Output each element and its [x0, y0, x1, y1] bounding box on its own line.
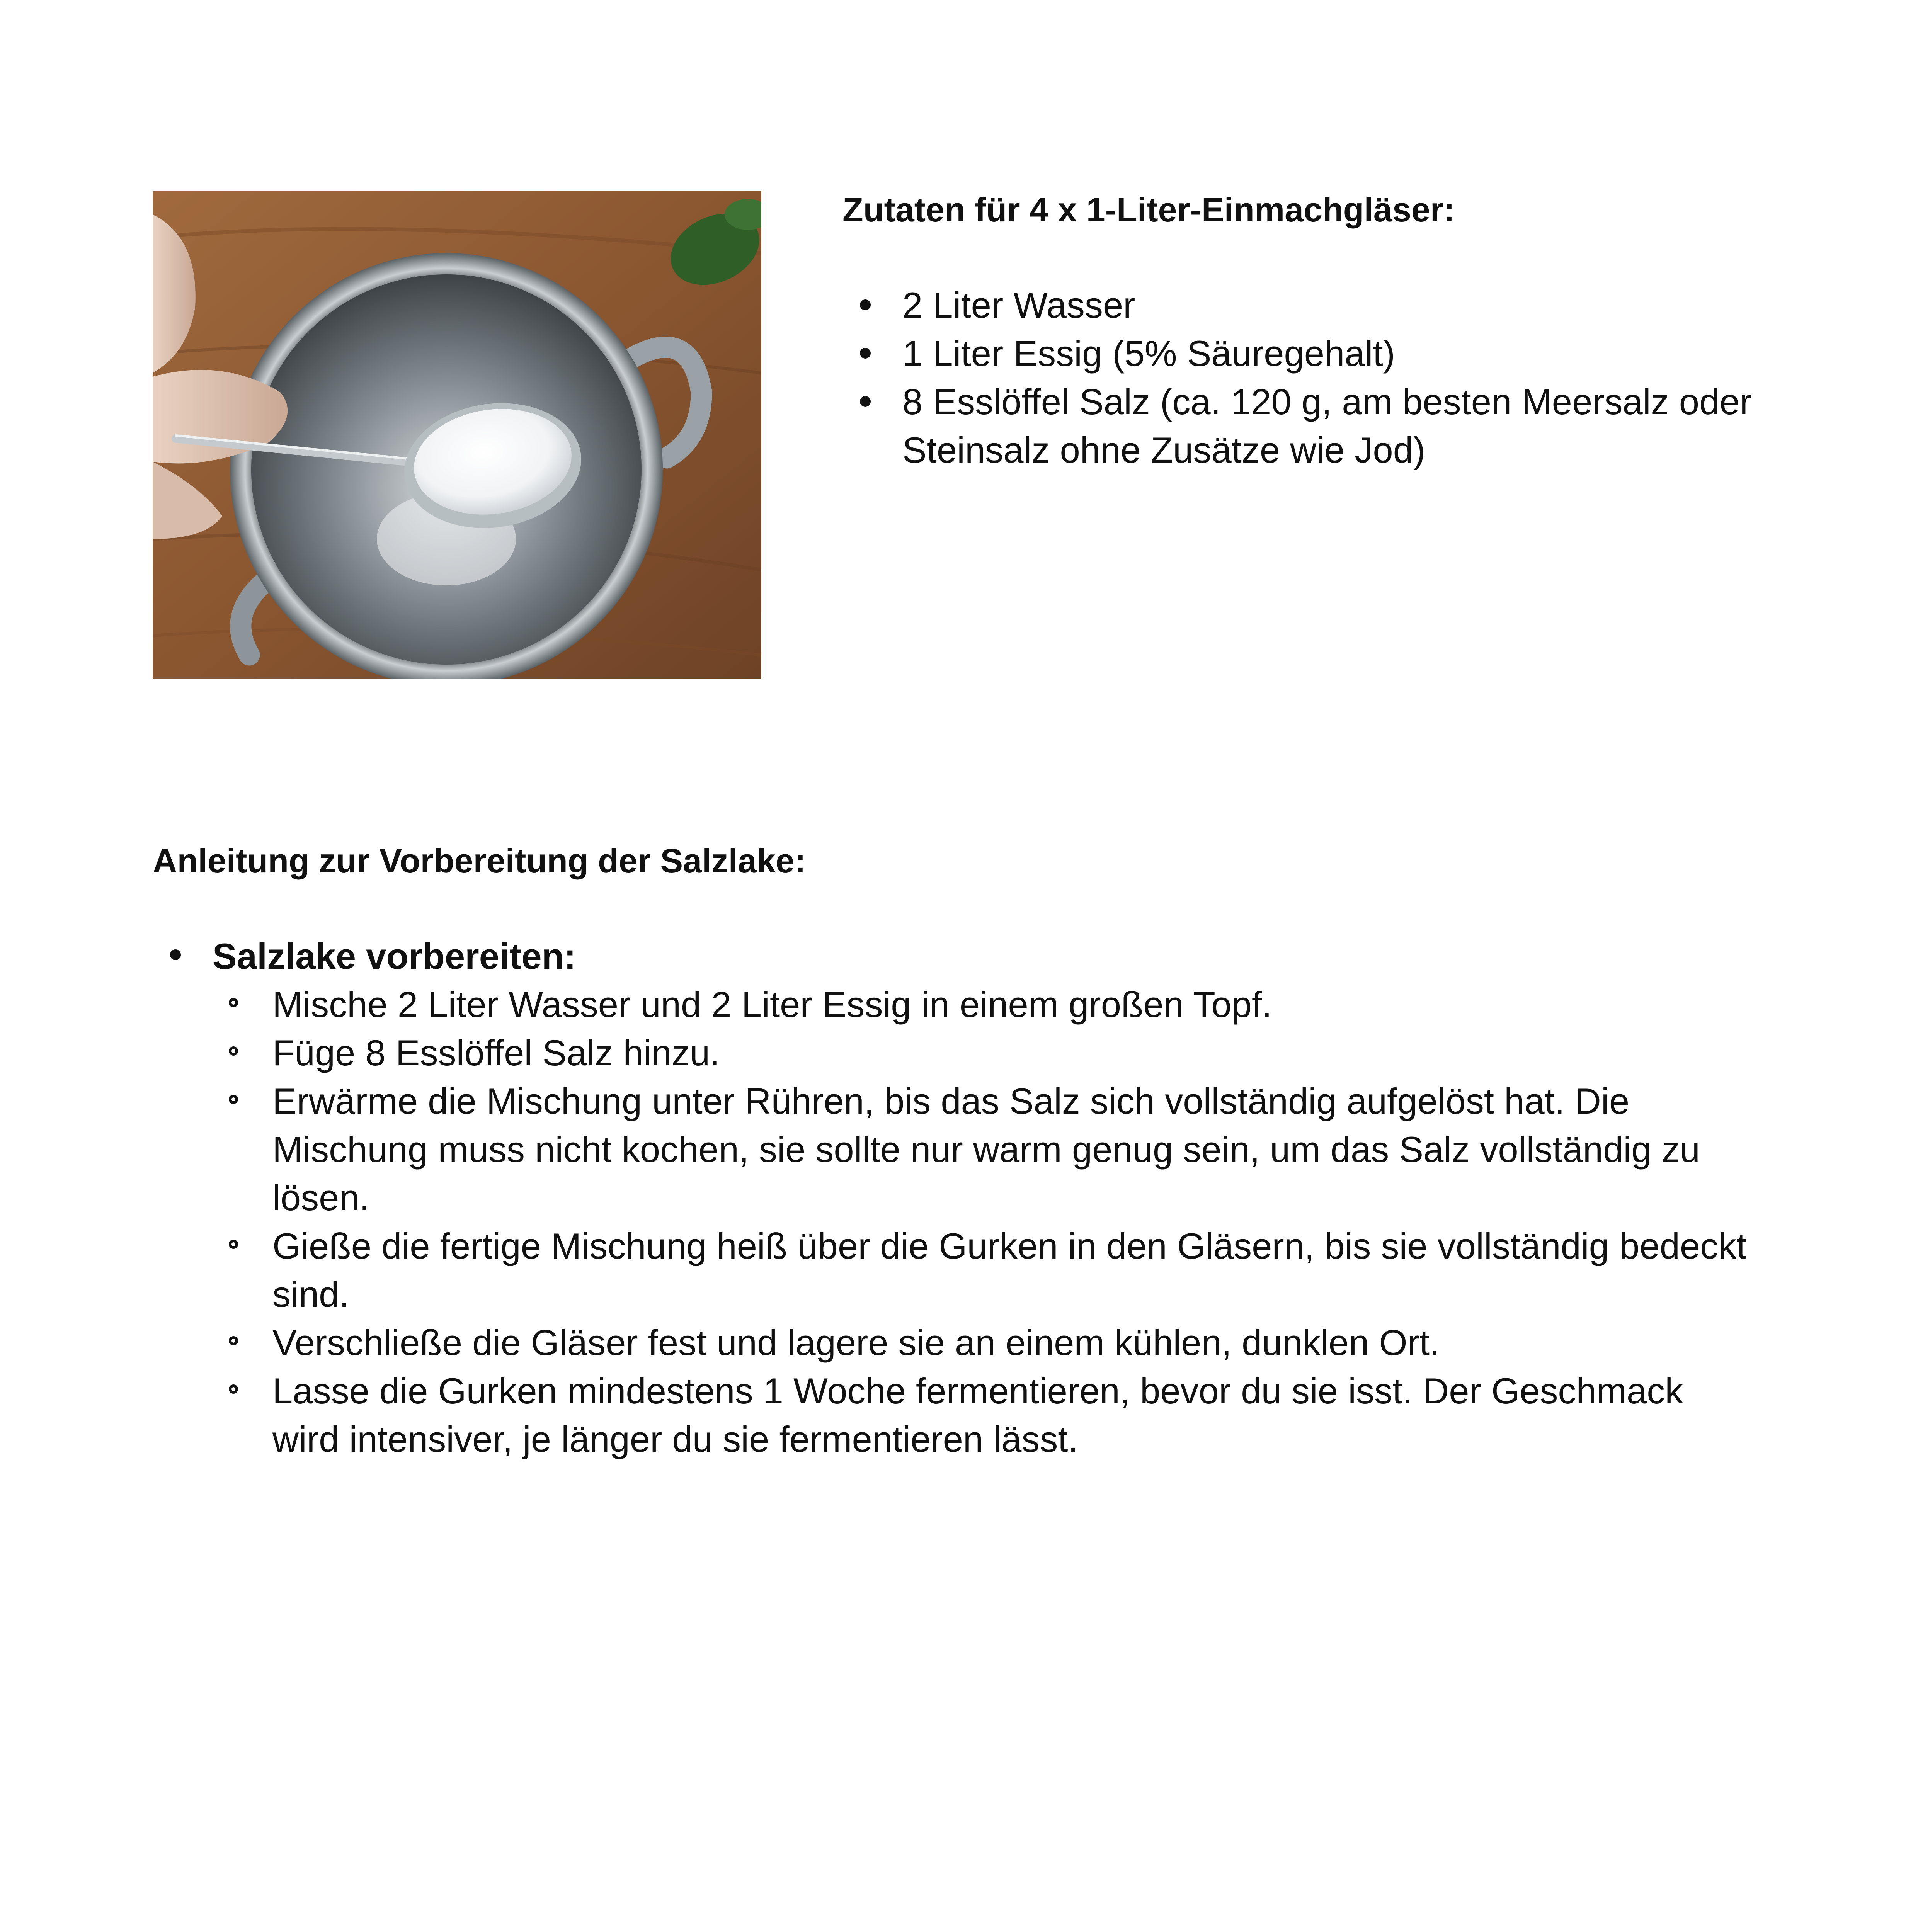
ingredients-heading: Zutaten für 4 x 1-Liter-Einmachgläser:: [842, 190, 1455, 229]
ingredients-list: [842, 281, 1789, 474]
instruction-step: Lasse die Gurken mindestens 1 Woche fermentieren, bevor du sie isst. Der Geschmack wird intensiver, je länger du sie fermentieren lässt.: [213, 1367, 1756, 1463]
instructions-section: [153, 837, 1756, 1463]
ingredient-item: 1 Liter Essig (5% Säuregehalt): [842, 329, 1789, 378]
instruction-step: Verschließe die Gläser fest und lagere sie an einem kühlen, dunklen Ort.: [213, 1318, 1756, 1367]
instruction-group: [153, 932, 1756, 1463]
instruction-step: Erwärme die Mischung unter Rühren, bis das Salz sich vollständig aufgelöst hat. Die Mischung muss nicht kochen, sie sollte nur warm genug sein, um das Salz vollständig zu lösen.: [213, 1077, 1756, 1222]
instruction-group-label: Salzlake vorbereiten:: [213, 936, 576, 976]
ingredient-item: 8 Esslöffel Salz (ca. 120 g, am besten Meersalz oder Steinsalz ohne Zusätze wie Jod): [842, 378, 1789, 474]
salt-spoon-pot-photo: [153, 191, 761, 679]
photo-illustration: [153, 191, 761, 679]
instruction-step: Mische 2 Liter Wasser und 2 Liter Essig in einem großen Topf.: [213, 980, 1756, 1029]
instructions-heading: Anleitung zur Vorbereitung der Salzlake:: [153, 842, 806, 880]
instruction-steps: [213, 980, 1756, 1463]
instruction-step: Füge 8 Esslöffel Salz hinzu.: [213, 1029, 1756, 1077]
instruction-step: Gieße die fertige Mischung heiß über die Gurken in den Gläsern, bis sie vollständig bedeckt sind.: [213, 1222, 1756, 1318]
ingredient-item: 2 Liter Wasser: [842, 281, 1789, 329]
ingredients-section: [842, 185, 1789, 474]
instructions-list: [153, 932, 1756, 1463]
